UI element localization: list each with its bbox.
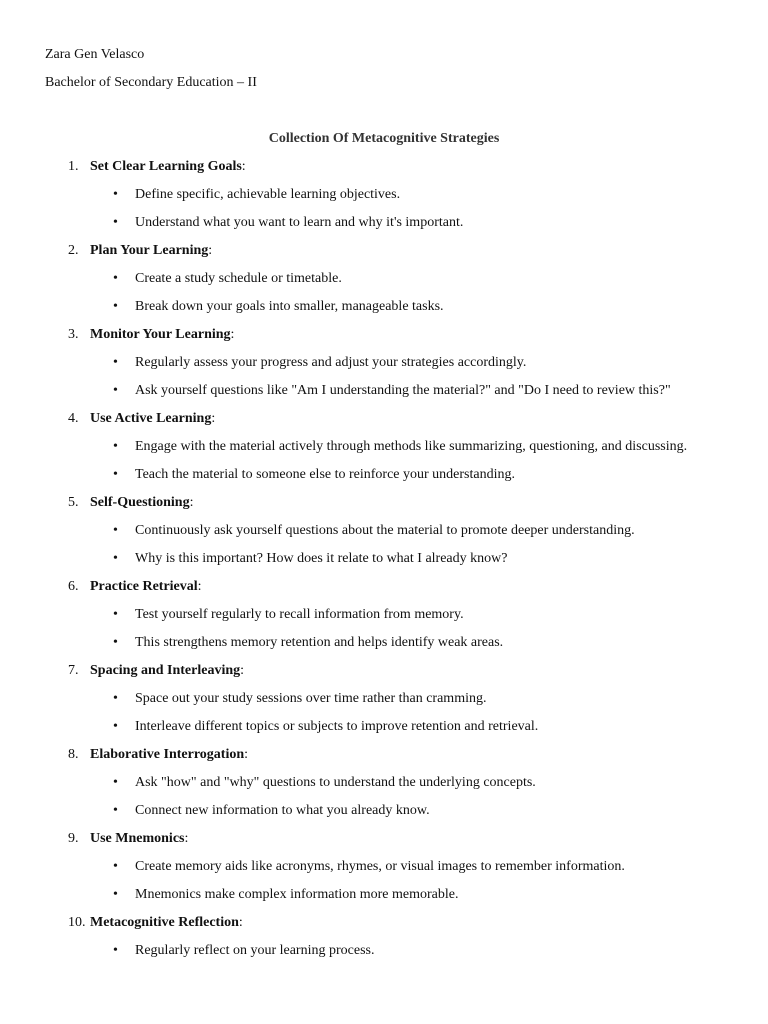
list-item-number: 6. [68,579,79,594]
bullet-item [0,718,768,746]
list-item-colon: : [244,747,249,762]
list-item-heading [90,578,202,596]
bullet-item [0,774,768,802]
bullet-icon: • [113,775,118,790]
bullet-text: Break down your goals into smaller, manageable tasks. [135,299,444,314]
bullet-text: Create memory aids like acronyms, rhymes, or visual images to remember information. [135,859,625,874]
list-item-colon: : [189,495,194,510]
bullet-item [0,858,768,886]
bullet-item [0,382,768,410]
bullet-icon: • [113,187,118,202]
list-item [0,578,768,606]
bullet-text: Mnemonics make complex information more memorable. [135,887,459,902]
list-item [0,746,768,774]
bullet-text: Space out your study sessions over time rather than cramming. [135,691,487,706]
bullet-icon: • [113,383,118,398]
bullet-text: Define specific, achievable learning objectives. [135,187,401,202]
bullet-item [0,522,768,550]
list-item-title: Practice Retrieval [90,579,198,594]
list-item-heading [90,410,215,428]
list-item-heading [90,830,188,848]
bullet-text: Test yourself regularly to recall information from memory. [135,607,464,622]
document-title: Collection Of Metacognitive Strategies [268,131,500,146]
list-item-title: Use Active Learning [90,411,212,426]
bullet-icon: • [113,439,118,454]
list-item-title: Set Clear Learning Goals [90,159,242,174]
bullet-item [0,802,768,830]
list-item [0,494,768,522]
list-item-number: 7. [68,663,79,678]
bullet-item [0,298,768,326]
bullet-text: Ask yourself questions like "Am I understanding the material?" and "Do I need to review this?" [135,383,671,398]
list-item-colon: : [208,243,213,258]
list-item-number: 1. [68,159,79,174]
bullet-item [0,186,768,214]
bullet-item [0,438,768,466]
list-item-title: Metacognitive Reflection [90,915,239,930]
bullet-text: Why is this important? How does it relate to what I already know? [135,551,508,566]
list-item-colon: : [240,663,245,678]
list-item-colon: : [197,579,202,594]
bullet-text: Interleave different topics or subjects to improve retention and retrieval. [135,719,539,734]
list-item-title: Self-Questioning [90,495,190,510]
list-item [0,662,768,690]
bullet-item [0,634,768,662]
list-item [0,410,768,438]
bullet-item [0,354,768,382]
list-item-title: Elaborative Interrogation [90,747,245,762]
list-item-heading [90,914,243,932]
list-item-heading [90,494,193,512]
list-item-heading [90,662,244,680]
list-item-number: 10. [68,915,86,930]
bullet-icon: • [113,355,118,370]
bullet-icon: • [113,803,118,818]
bullet-text: Regularly reflect on your learning process. [135,943,375,958]
bullet-text: Teach the material to someone else to reinforce your understanding. [135,467,515,482]
bullet-text: Engage with the material actively through methods like summarizing, questioning, and discussing. [135,439,688,454]
bullet-icon: • [113,215,118,230]
bullet-icon: • [113,635,118,650]
bullet-item [0,550,768,578]
bullet-item [0,606,768,634]
list-item-heading [90,242,212,260]
bullet-icon: • [113,943,118,958]
bullet-text: Regularly assess your progress and adjust your strategies accordingly. [135,355,527,370]
list-item-colon: : [238,915,243,930]
list-item-number: 5. [68,495,79,510]
list-item-title: Spacing and Interleaving [90,663,241,678]
list-item [0,830,768,858]
list-item-heading [90,158,246,176]
bullet-item [0,270,768,298]
bullet-icon: • [113,859,118,874]
list-item-title: Plan Your Learning [90,243,209,258]
bullet-icon: • [113,887,118,902]
bullet-item [0,942,768,970]
list-item-title: Use Mnemonics [90,831,185,846]
bullet-icon: • [113,607,118,622]
list-item-number: 4. [68,411,79,426]
bullet-item [0,214,768,242]
bullet-icon: • [113,271,118,286]
list-item [0,158,768,186]
strategy-list [0,158,768,970]
list-item-heading [90,326,234,344]
list-item-number: 2. [68,243,79,258]
bullet-icon: • [113,691,118,706]
list-item [0,326,768,354]
bullet-item [0,886,768,914]
bullet-icon: • [113,551,118,566]
list-item [0,914,768,942]
list-item-colon: : [211,411,216,426]
list-item-colon: : [230,327,235,342]
list-item-title: Monitor Your Learning [90,327,231,342]
bullet-text: Connect new information to what you already know. [135,803,430,818]
bullet-item [0,466,768,494]
author-name: Zara Gen Velasco [45,47,145,62]
list-item-colon: : [184,831,189,846]
list-item-number: 9. [68,831,79,846]
list-item-colon: : [241,159,246,174]
bullet-text: Continuously ask yourself questions about the material to promote deeper understanding. [135,523,635,538]
list-item-heading [90,746,248,764]
program-name: Bachelor of Secondary Education – II [45,75,257,90]
bullet-icon: • [113,467,118,482]
list-item-number: 3. [68,327,79,342]
bullet-text: This strengthens memory retention and helps identify weak areas. [135,635,504,650]
bullet-item [0,690,768,718]
bullet-text: Ask "how" and "why" questions to understand the underlying concepts. [135,775,536,790]
bullet-icon: • [113,523,118,538]
bullet-icon: • [113,719,118,734]
list-item-number: 8. [68,747,79,762]
bullet-text: Create a study schedule or timetable. [135,271,342,286]
bullet-text: Understand what you want to learn and why it's important. [135,215,464,230]
list-item [0,242,768,270]
bullet-icon: • [113,299,118,314]
